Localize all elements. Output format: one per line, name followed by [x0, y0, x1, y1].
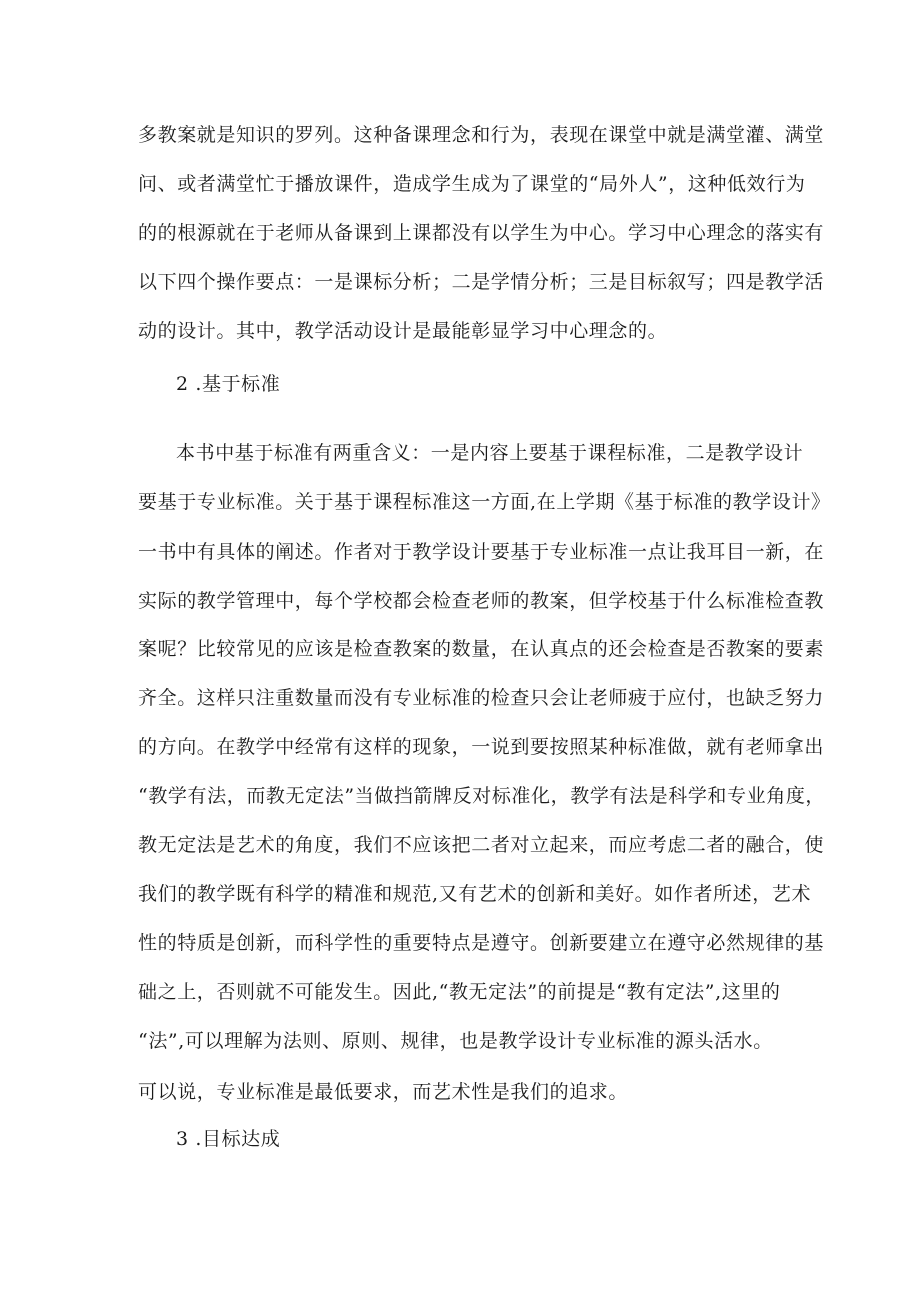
- closing-sentence: 可以说，专业标准是最低要求，而艺术性是我们的追求。: [138, 1081, 629, 1103]
- text-line: 础之上，否则就不可能发生。因此,“教无定法”的前提是“教有定法”,这里的: [138, 981, 781, 1003]
- text-line: 性的特质是创新，而科学性的重要特点是遵守。创新要建立在遵守必然规律的基: [138, 932, 825, 954]
- text-line: 教无定法是艺术的角度，我们不应该把二者对立起来，而应考虑二者的融合，使: [138, 834, 825, 856]
- text-line: 的方向。在教学中经常有这样的现象，一说到要按照某种标准做，就有老师拿出: [138, 736, 825, 758]
- text-line: 齐全。这样只注重数量而没有专业标准的检查只会让老师疲于应付，也缺乏努力: [138, 687, 825, 709]
- text-line: “教学有法，而教无定法”当做挡箭牌反对标准化，教学有法是科学和专业角度，: [138, 785, 826, 807]
- text-line: 我们的教学既有科学的精准和规范,又有艺术的创新和美好。如作者所述，艺术: [138, 883, 812, 905]
- text-line: 的的根源就在于老师从备课到上课都没有以学生为中心。学习中心理念的落实有: [138, 222, 825, 244]
- text-line: 多教案就是知识的罗列。这种备课理念和行为，表现在课堂中就是满堂灌、满堂: [138, 124, 825, 146]
- text-line: 以下四个操作要点：一是课标分析；二是学情分析；三是目标叙写；四是教学活: [138, 271, 825, 293]
- text-line: 案呢？比较常见的应该是检查教案的数量，在认真点的还会检查是否教案的要素: [138, 638, 825, 660]
- text-line: “法”,可以理解为法则、原则、规律，也是教学设计专业标准的源头活水。: [138, 1030, 773, 1052]
- section-heading: 2 .基于标准: [176, 373, 281, 395]
- text-line: 一书中有具体的阐述。作者对于教学设计要基于专业标准一点让我耳目一新，在: [138, 541, 825, 563]
- section-heading: 3 .目标达成: [176, 1128, 281, 1150]
- text-line: 动的设计。其中，教学活动设计是最能彰显学习中心理念的。: [138, 320, 668, 342]
- text-line: 实际的教学管理中，每个学校都会检查老师的教案，但学校基于什么标准检查教: [138, 590, 825, 612]
- text-line: 本书中基于标准有两重含义：一是内容上要基于课程标准，二是教学设计: [176, 442, 804, 464]
- text-line: 要基于专业标准。关于基于课程标准这一方面,在上学期《基于标准的教学设计》: [138, 491, 831, 513]
- text-line: 问、或者满堂忙于播放课件，造成学生成为了课堂的“局外人”，这种低效行为: [138, 173, 806, 195]
